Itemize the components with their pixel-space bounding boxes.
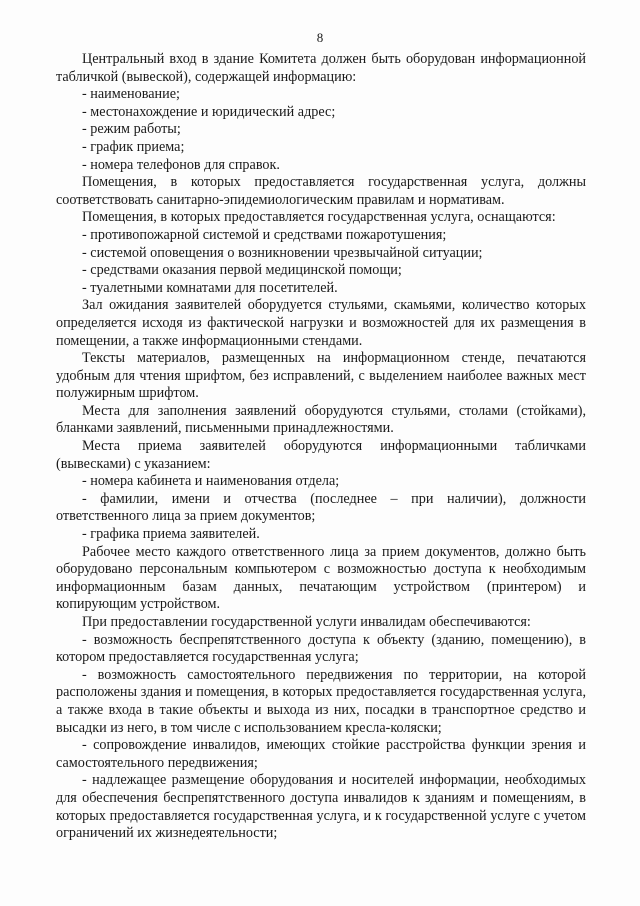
document-body [56,51,586,843]
paragraph: Помещения, в которых предоставляется государственная услуга, должны соответствовать санитарно-эпидемиологическим правилам и нормативам. [56,174,586,208]
list-item: - наименование; [82,86,180,103]
list-item: - туалетными комнатами для посетителей. [82,279,338,296]
list-item: - график приема; [82,138,185,155]
paragraph: Рабочее место каждого ответственного лица за прием документов, должно быть оборудовано персональным компьютером с возможностью доступа к необходимым информационным базам данных, печатающим устройством (принтером) и копирующим устройством. [56,543,586,613]
list-item: - местонахождение и юридический адрес; [82,103,336,120]
paragraph: Тексты материалов, размещенных на информационном стенде, печатаются удобным для чтения шрифтом, без исправлений, с выделением наиболее важных мест полужирным шрифтом. [56,350,586,402]
list-item: - фамилии, имени и отчества (последнее – при наличии), должности ответственного лица за прием документов; [56,490,586,525]
list-item: - противопожарной системой и средствами пожаротушения; [82,226,447,243]
paragraph: Зал ожидания заявителей оборудуется стульями, скамьями, количество которых определяется исходя из фактической нагрузки и возможностей для их размещения в помещении, а также информационными стендами. [56,297,586,349]
list-item: - возможность беспрепятственного доступа к объекту (зданию, помещению), в котором предоставляется государственная услуга; [56,631,586,666]
paragraph: Места приема заявителей оборудуются информационными табличками (вывесками) с указанием: [56,438,586,472]
list-item: - средствами оказания первой медицинской помощи; [82,262,402,279]
list-item: - системой оповещения о возникновении чрезвычайной ситуации; [82,244,483,261]
paragraph: При предоставлении государственной услуги инвалидам обеспечиваются: [82,614,531,630]
paragraph: Центральный вход в здание Комитета должен быть оборудован информационной табличкой (вывеской), содержащей информацию: [56,51,586,85]
list-item: - режим работы; [82,121,181,138]
list-item: - графика приема заявителей. [82,526,260,543]
paragraph: Помещения, в которых предоставляется государственная услуга, оснащаются: [82,209,556,226]
list-item: - номера кабинета и наименования отдела; [82,473,340,490]
list-item: - номера телефонов для справок. [82,156,280,173]
list-item: - сопровождение инвалидов, имеющих стойкие расстройства функции зрения и самостоятельного передвижения; [56,737,586,771]
paragraph: Места для заполнения заявлений оборудуются стульями, столами (стойками), бланками заявлений, письменными принадлежностями. [56,402,586,437]
list-item: - надлежащее размещение оборудования и носителей информации, необходимых для обеспечения беспрепятственного доступа инвалидов к зданиям и помещениям, в которых предоставляется государственная услуга, и к государственной услуге с учетом ограничений их жизнедеятельности; [56,772,586,842]
list-item: - возможность самостоятельного передвижения по территории, на которой расположены здания и помещения, в которых предоставляется государственная услуга, а также входа в такие объекты и выхода из них, посадки в транспортное средство и высадки из него, в том числе с использованием кресла-коляски; [56,666,586,736]
page-number: 8 [316,30,324,45]
